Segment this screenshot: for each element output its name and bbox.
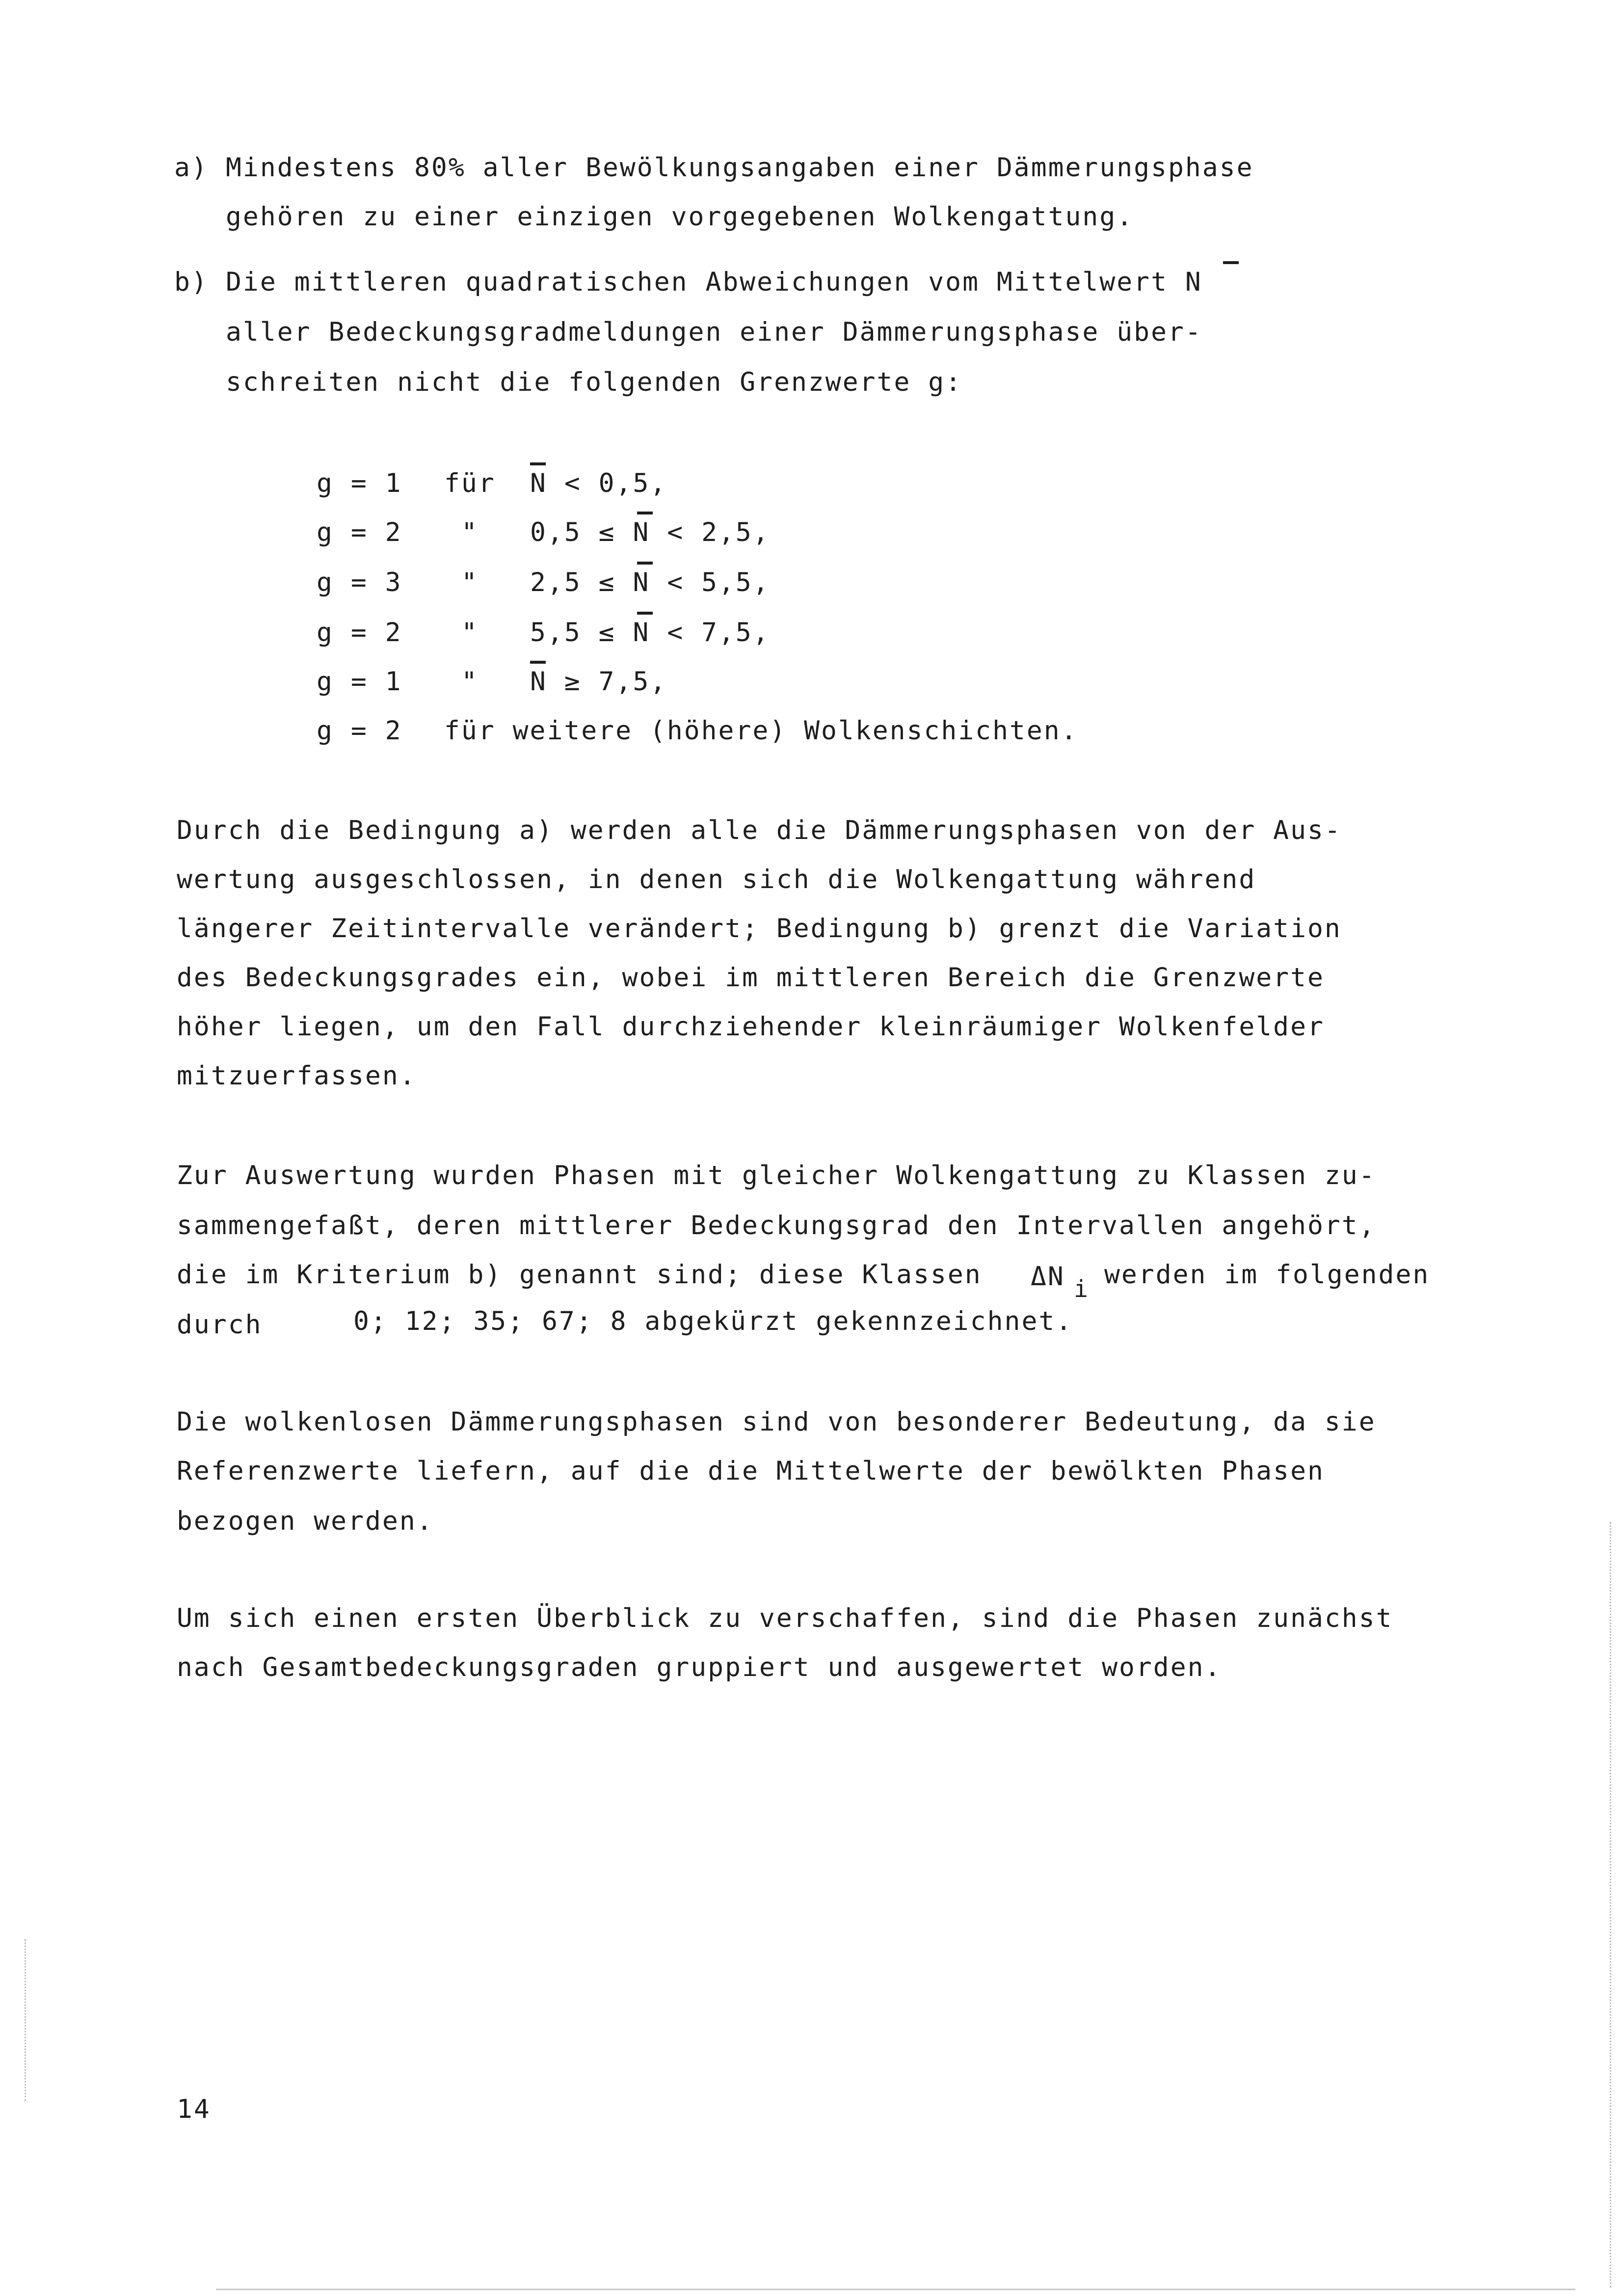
limit-row-3-condition: 2,5 ≤ N < 5,5, — [530, 567, 770, 597]
page-number: 14 — [177, 2094, 211, 2124]
overline-mark — [530, 462, 546, 465]
paragraph-1-line-3: längerer Zeitintervalle verändert; Bedingung b) grenzt die Variation — [177, 914, 1342, 944]
criterion-a-line-1: Mindestens 80% aller Bewölkungsangaben einer Dämmerungsphase — [226, 153, 1254, 183]
delta-n-symbol: ΔN — [1031, 1262, 1065, 1292]
paragraph-3-line-1: Die wolkenlosen Dämmerungsphasen sind von besonderer Bedeutung, da sie — [177, 1407, 1376, 1437]
limit-row-4-condition: 5,5 ≤ N < 7,5, — [530, 618, 770, 648]
paragraph-3-line-2: Referenzwerte liefern, auf die die Mittelwerte der bewölkten Phasen — [177, 1456, 1325, 1486]
limit-row-2-word: " — [461, 517, 479, 547]
paragraph-1-line-5: höher liegen, um den Fall durchziehender kleinräumiger Wolkenfelder — [177, 1012, 1325, 1042]
limit-row-1-word: für — [444, 468, 496, 498]
overline-mark — [637, 512, 653, 514]
overline-mark — [637, 612, 653, 615]
scan-bottom-edge — [216, 2289, 1575, 2290]
delta-n-subscript: i — [1074, 1275, 1090, 1303]
paragraph-1-line-6: mitzuerfassen. — [177, 1061, 417, 1091]
limit-row-4-word: " — [461, 618, 479, 648]
paragraph-1-line-1: Durch die Bedingung a) werden alle die Dämmerungsphasen von der Aus- — [177, 815, 1342, 845]
limit-row-1-condition: N < 0,5, — [530, 468, 667, 498]
paragraph-2-line-2: sammengefaßt, deren mittlerer Bedeckungsgrad den Intervallen angehört, — [177, 1211, 1376, 1241]
limit-row-3-g: g = 3 — [317, 567, 402, 597]
paragraph-3-line-3: bezogen werden. — [177, 1506, 434, 1536]
overline-mark — [1223, 261, 1239, 264]
limit-row-3-word: " — [461, 567, 479, 597]
limit-row-5-g: g = 1 — [317, 667, 402, 697]
criterion-a-marker: a) — [174, 153, 209, 183]
paragraph-4-line-1: Um sich einen ersten Überblick zu verschaffen, sind die Phasen zunächst — [177, 1603, 1393, 1633]
limit-row-1-g: g = 1 — [317, 468, 402, 498]
limit-row-6-g: g = 2 — [317, 716, 402, 746]
paragraph-1-line-4: des Bedeckungsgrades ein, wobei im mittleren Bereich die Grenzwerte — [177, 963, 1325, 993]
criterion-b-line-3: schreiten nicht die folgenden Grenzwerte g: — [226, 367, 963, 397]
scan-edge-mark — [1610, 1522, 1611, 2288]
limit-row-5-word: " — [461, 667, 479, 697]
paragraph-2-line-3b: werden im folgenden — [1104, 1260, 1430, 1290]
paragraph-4-line-2: nach Gesamtbedeckungsgraden gruppiert und ausgewertet worden. — [177, 1652, 1222, 1682]
paragraph-2-line-4a: durch — [177, 1310, 263, 1340]
limit-row-5-condition: N ≥ 7,5, — [530, 667, 667, 697]
scan-edge-mark — [25, 1939, 26, 2101]
paragraph-2-line-4b: 0; 12; 35; 67; 8 abgekürzt gekennzeichnet. — [353, 1306, 1073, 1336]
limit-row-2-g: g = 2 — [317, 517, 402, 547]
criterion-b-line-2: aller Bedeckungsgradmeldungen einer Dämmerungsphase über- — [226, 317, 1202, 347]
overline-mark — [637, 562, 653, 565]
paragraph-2-line-1: Zur Auswertung wurden Phasen mit gleicher Wolkengattung zu Klassen zu- — [177, 1161, 1376, 1190]
overline-mark — [530, 661, 546, 664]
criterion-b-marker: b) — [174, 267, 209, 297]
paragraph-2-line-3a: die im Kriterium b) genannt sind; diese Klassen — [177, 1260, 982, 1290]
limit-row-6-word: für weitere (höhere) Wolkenschichten. — [444, 716, 1078, 746]
limit-row-4-g: g = 2 — [317, 618, 402, 648]
paragraph-1-line-2: wertung ausgeschlossen, in denen sich die Wolkengattung während — [177, 864, 1256, 894]
criterion-b-line-1: Die mittleren quadratischen Abweichungen vom Mittelwert N — [226, 267, 1202, 297]
limit-row-2-condition: 0,5 ≤ N < 2,5, — [530, 517, 770, 547]
criterion-a-line-2: gehören zu einer einzigen vorgegebenen Wolkengattung. — [226, 202, 1134, 232]
